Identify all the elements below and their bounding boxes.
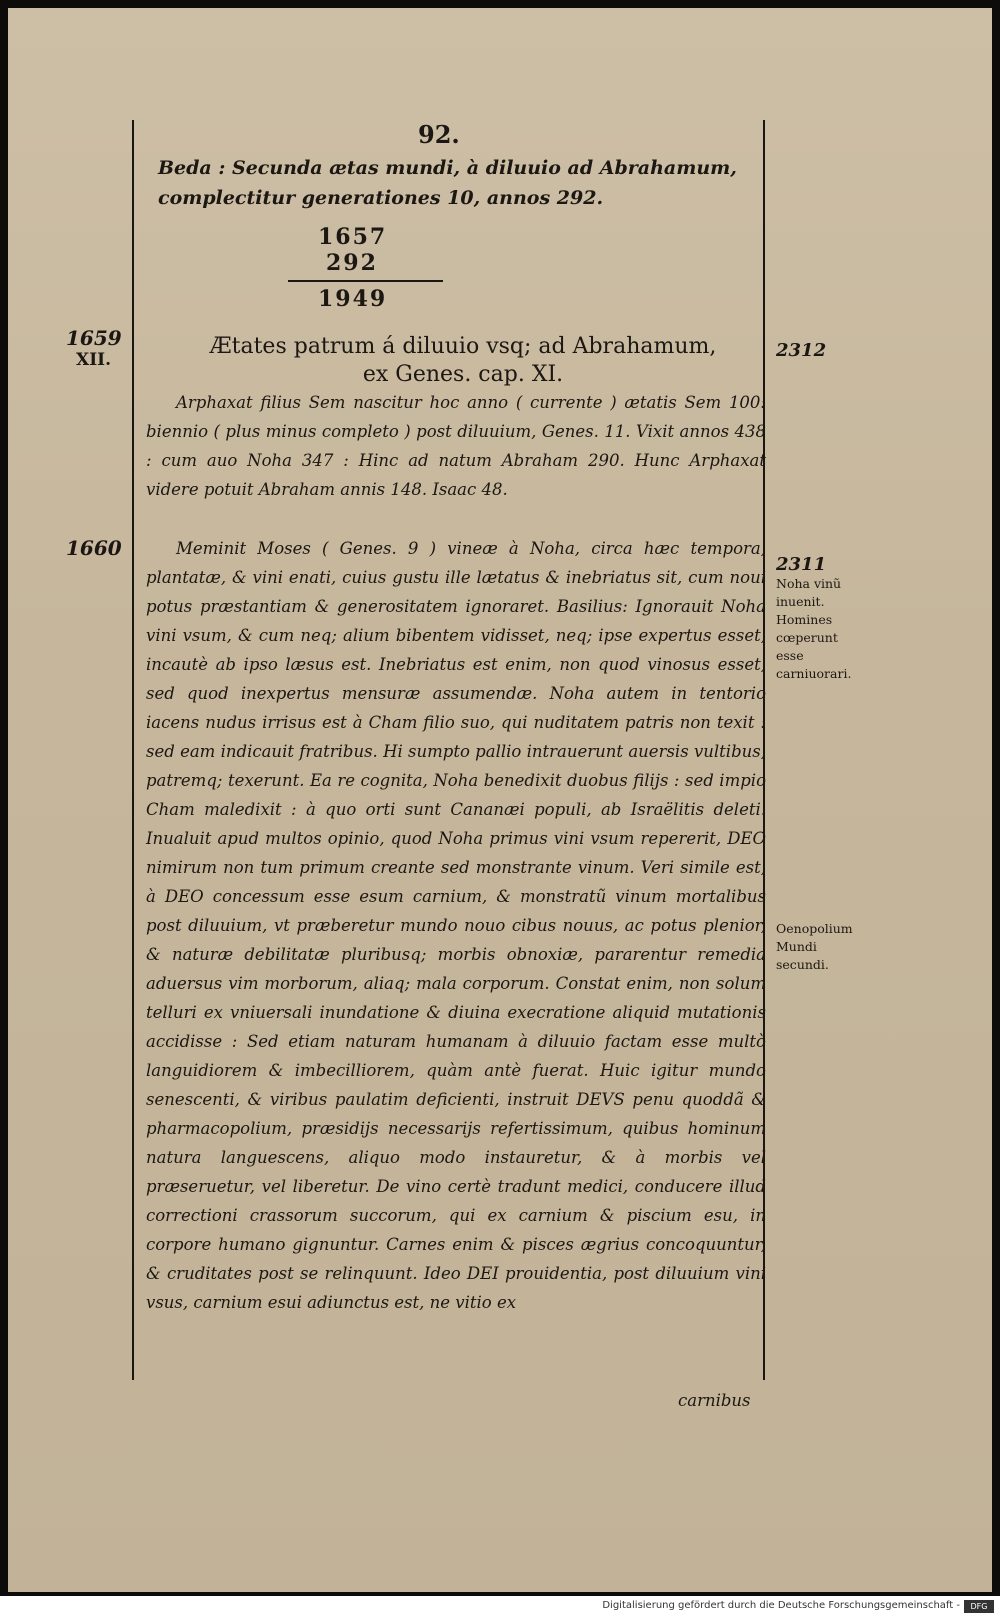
calc-line-1: 1657 bbox=[318, 224, 388, 250]
dfg-logo: DFG bbox=[964, 1600, 994, 1613]
section-heading-line-1: Ætates patrum á diluuio vsq; ad Abrahamum, bbox=[209, 334, 717, 359]
right-margin-entry-3 bbox=[776, 920, 906, 974]
paragraph-1: Arphaxat filius Sem nascitur hoc anno ( currente ) ætatis Sem 100: biennio ( plus minus completo ) post diluuium, Genes. 11. Vixit annos 438 : cum auo Noha 347 : Hinc ad natum Abraham 290. Hunc Arphaxat videre potuit Abraham annis 148. Isaac 48. bbox=[146, 393, 766, 499]
section-heading-line-2: ex Genes. cap. XI. bbox=[362, 362, 564, 387]
left-rule bbox=[132, 120, 134, 1380]
right-margin-year-2: 2311 bbox=[776, 554, 827, 575]
left-margin-roman: XII. bbox=[76, 350, 112, 370]
calc-line-2: 292 bbox=[326, 250, 378, 276]
footer-credit: Digitalisierung gefördert durch die Deutsche Forschungsgemeinschaft - bbox=[602, 1600, 960, 1611]
catchword: carnibus bbox=[678, 1391, 751, 1410]
left-margin-year-1: 1659 bbox=[66, 326, 122, 350]
left-margin-entry-1 bbox=[66, 326, 146, 370]
section-heading bbox=[168, 333, 758, 389]
left-margin-year-2: 1660 bbox=[66, 536, 122, 560]
right-margin-note-1: Noha vinũ inuenit. Homines cœperunt esse carniuorari. bbox=[776, 576, 852, 681]
right-margin-entry-1 bbox=[776, 340, 906, 361]
calculation-rule bbox=[288, 280, 443, 282]
page-title: Beda : Secunda ætas mundi, à diluuio ad Abrahamum, complectitur generationes 10, annos 292. bbox=[158, 157, 737, 209]
calc-result: 1949 bbox=[318, 286, 388, 312]
book-page bbox=[8, 8, 992, 1592]
right-margin-year-1: 2312 bbox=[776, 340, 827, 361]
paragraph-2: Meminit Moses ( Genes. 9 ) vineæ à Noha, circa hæc tempora, plantatæ, & vini enati, cuius gustu ille lætatus & inebriatus sit, cum noui potus præstantiam & generositatem ignoraret. Basilius: Ignorauit Noha vini vsum, & cum neq; alium bibentem vidisset, neq; ipse expertus esset, incautè ab ipso læsus est. Inebriatus est enim, non quod vinosus esset, sed quod inexpertus mensuræ assumendæ. Noha autem in tentorio iacens nudus irrisus est à Cham filio suo, qui nuditatem patris non texit : sed eam indicauit fratribus. Hi sumpto pallio intrauerunt auersis vultibus, patremq; texerunt. Ea re cognita, Noha benedixit duobus filijs : sed impio Cham maledixit : à quo orti sunt Cananæi populi, ab Israëlitis deleti. Inualuit apud multos opinio, quod Noha primus vini vsum repererit, DEO nimirum non tum primum creante sed monstrante vinum. Veri simile est, à DEO concessum esse esum carnium, & monstratũ vinum mortalibus post diluuium, vt præberetur mundo nouo cibus nouus, ac potus plenior, & naturæ debilitatæ pluribusq; morbis obnoxiæ, pararentur remedia aduersus vim morborum, aliaq; mala corporum. Constat enim, non solum telluri ex vniuersali inundatione & diuina execratione aliquid mutationis accidisse : Sed etiam naturam humanam à diluuio factam esse multò languidiorem & imbecilliorem, quàm antè fuerat. Huic igitur mundo senescenti, & viribus paulatim deficienti, instruit DEVS penu quoddã & pharmacopolium, præsidijs necessarijs refertissimum, quibus hominum natura languescens, aliquo modo instauretur, & à morbis vel præseruetur, vel liberetur. De vino certè tradunt medici, conducere illud correctioni crassorum succorum, qui ex carnium & piscium esu, in corpore humano gignuntur. Carnes enim & pisces ægrius concoquuntur, & cruditates post se relinquunt. Ideo DEI prouidentia, post diluuium vini vsus, carnium esui adiunctus est, ne vitio ex bbox=[146, 539, 766, 1312]
right-margin-entry-2 bbox=[776, 554, 906, 683]
footer-bar bbox=[0, 1596, 1000, 1618]
right-margin-note-2: Oenopolium Mundi secundi. bbox=[776, 921, 853, 972]
page-number: 92. bbox=[418, 120, 460, 149]
